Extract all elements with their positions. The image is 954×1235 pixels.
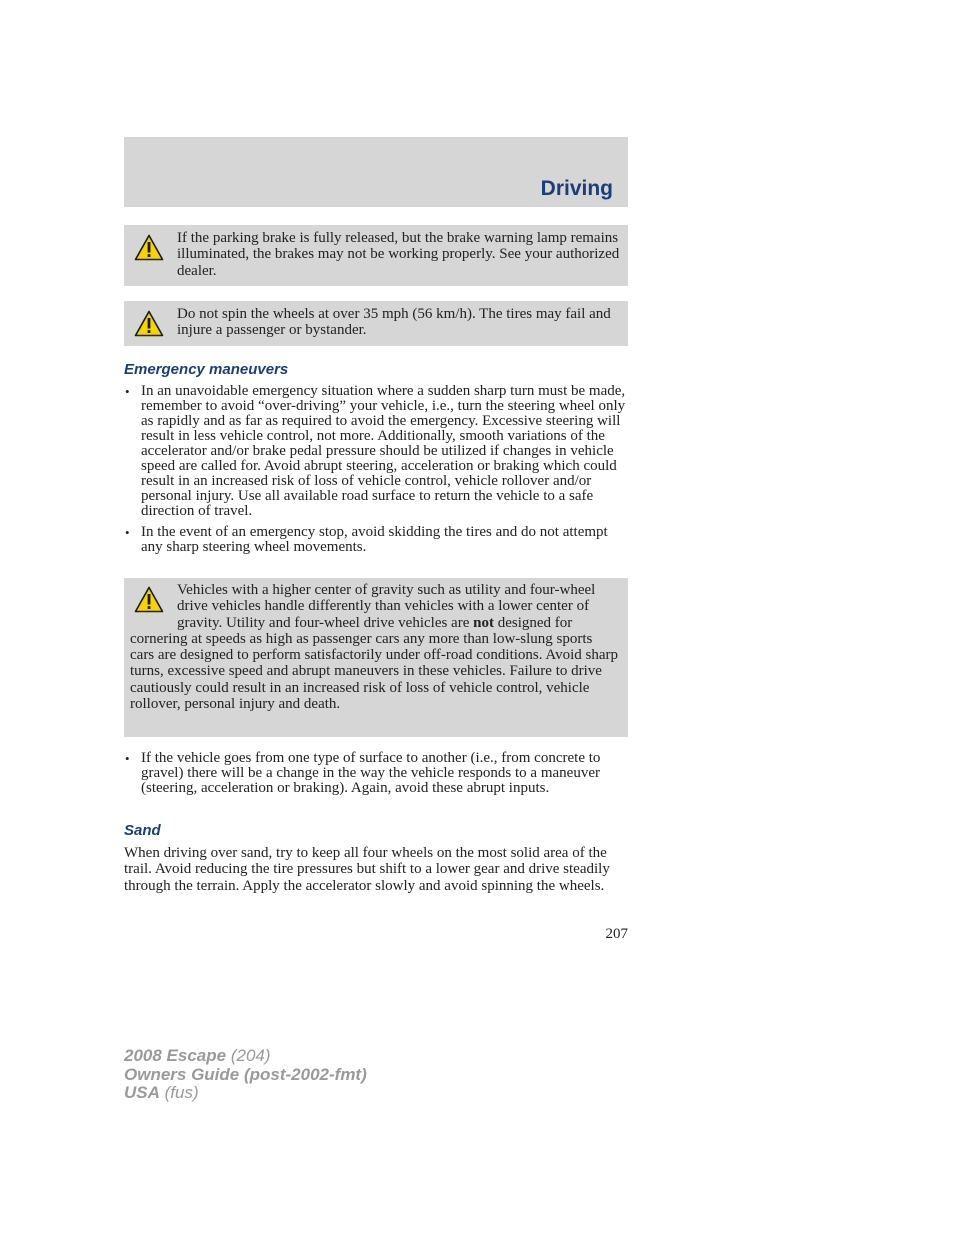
footer-line-guide bbox=[124, 1066, 367, 1085]
warning-text: Do not spin the wheels at over 35 mph (56 km/h). The tires may fail and injure a passenger or bystander. bbox=[177, 306, 611, 339]
warning-triangle-icon bbox=[134, 586, 164, 613]
page-number: 207 bbox=[605, 926, 628, 942]
list-item bbox=[124, 384, 628, 519]
warning-box-wheel-spin bbox=[124, 301, 628, 346]
warning-text: Vehicles with a higher center of gravity such as utility and four-wheel drive vehicles handle differently than vehicles with a lower center of gravity. Utility and four-wheel drive vehicles are bbox=[177, 582, 596, 631]
footer-market-code: (fus) bbox=[164, 1083, 199, 1102]
warning-text: If the parking brake is fully released, but the brake warning lamp remains illuminated, the brakes may not be working properly. See your authorized dealer. bbox=[177, 230, 620, 279]
warning-text: designed for cornering at speeds as high as passenger cars any more than low-slung sports cars are designed to perform satisfactorily under off-road conditions. Avoid sharp turns, excessive speed and abrupt maneuvers in these vehicles. Failure to drive cautiously could result in an increased risk of loss of vehicle control, vehicle rollover, personal injury and death. bbox=[130, 614, 619, 713]
list-item bbox=[124, 751, 628, 796]
footer-model-code: (204) bbox=[230, 1046, 271, 1065]
warning-triangle-icon bbox=[134, 234, 164, 261]
bullet-dot: • bbox=[125, 751, 130, 766]
sand-paragraph: When driving over sand, try to keep all four wheels on the most solid area of the trail. Avoid reducing the tire pressures but shift to a lower gear and drive steadily through the terrain. Apply the accelerator slowly and avoid spinning the wheels. bbox=[124, 845, 610, 894]
footer-guide: Owners Guide (post-2002-fmt) bbox=[124, 1064, 367, 1084]
footer-model: 2008 Escape bbox=[124, 1046, 227, 1065]
heading-sand: Sand bbox=[124, 822, 161, 839]
emergency-bullet-list-continued bbox=[124, 751, 628, 802]
bullet-dot: • bbox=[125, 525, 130, 540]
footer-market: USA bbox=[124, 1083, 160, 1102]
footer-line-model bbox=[124, 1047, 367, 1066]
document-footer bbox=[124, 1047, 367, 1103]
warning-emphasis: not bbox=[473, 614, 494, 631]
warning-box-parking-brake bbox=[124, 225, 628, 286]
warning-triangle-icon bbox=[134, 310, 164, 337]
list-item-text: In the event of an emergency stop, avoid skidding the tires and do not attempt any sharp steering wheel movements. bbox=[141, 524, 608, 555]
list-item-text: If the vehicle goes from one type of surface to another (i.e., from concrete to gravel) there will be a change in the way the vehicle responds to a maneuver (steering, acceleration or braking). Again, avoid these abrupt inputs. bbox=[141, 750, 601, 796]
heading-emergency-maneuvers: Emergency maneuvers bbox=[124, 361, 289, 378]
list-item bbox=[124, 525, 628, 555]
emergency-bullet-list bbox=[124, 384, 628, 561]
warning-box-center-of-gravity bbox=[124, 578, 628, 737]
section-title: Driving bbox=[540, 177, 613, 200]
list-item-text: In an unavoidable emergency situation where a sudden sharp turn must be made, remember to avoid “over-driving” your vehicle, i.e., turn the steering wheel only as rapidly and as far as required to avoid the emergency. Excessive steering will result in less vehicle control, not more. Additionally, smooth variations of the accelerator and/or brake pedal pressure should be utilized if changes in vehicle speed are called for. Avoid abrupt steering, acceleration or braking which could result in an increased risk of loss of vehicle control, vehicle rollover and/or personal injury. Use all available road surface to return the vehicle to a safe direction of travel. bbox=[141, 383, 626, 519]
section-header-band bbox=[124, 137, 628, 207]
footer-line-market bbox=[124, 1084, 367, 1103]
bullet-dot: • bbox=[125, 384, 130, 399]
